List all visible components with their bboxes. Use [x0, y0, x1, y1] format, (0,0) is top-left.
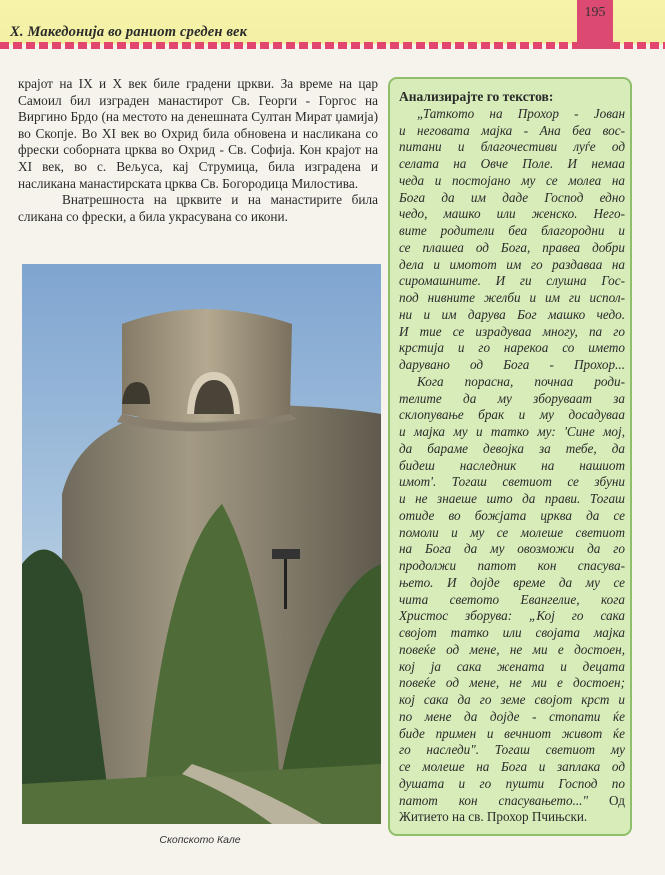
quote-line: отиде во божјата црква да се — [399, 507, 625, 523]
quote-line: помоли и му се молеше светиот — [399, 524, 625, 540]
page-number: 195 — [584, 5, 606, 20]
quote-line: душата и го пушти Господ по — [399, 775, 625, 791]
quote-line: и неговата мајка - Ана беа вос- — [399, 122, 625, 138]
quote-line: да бараме девојка за тебе, да — [399, 440, 625, 456]
quote-line: продолжи патот кон спасува- — [399, 558, 625, 573]
source-prefix: Од — [608, 792, 625, 808]
quote-end: патот кон спасувањето..." — [399, 792, 588, 808]
quote-line: својот татко или својата мајка — [399, 625, 625, 640]
decorative-dash-strip — [0, 42, 665, 49]
quote-line: дела и имотот им го раздаваа на — [399, 256, 625, 272]
quote-line: се молеше на Бога и заплака од — [399, 759, 625, 774]
chapter-title: X. Македонија во раниот среден век — [10, 24, 248, 40]
fortress-illustration — [22, 264, 381, 824]
quote-line: њето. И дојде време да му се — [399, 574, 625, 590]
quote-last-line — [399, 793, 625, 810]
quote-source: Житието на св. Прохор Пчињски. — [399, 809, 588, 825]
quote-line: дарувано од Бога - Прохор... — [399, 357, 625, 372]
quote-line: по мене да дојде - стопати ќе — [399, 708, 625, 724]
quote-line: кој ја сака жената и децата — [399, 658, 625, 674]
quote-line: И тие се израдуваа многу, па го — [399, 323, 625, 339]
quote-line: повеќе од мене, не ми е достоен; — [399, 675, 625, 691]
photo-skopje-fortress — [22, 264, 381, 824]
box-heading: Анализирајте го текстов: — [399, 89, 554, 104]
paragraph: крајот на IX и X век биле градени цркви. За време на цар Самоил бил изграден манастирот Св. Георги - Горгос на Виргино Брдо (на местото на денешната Султан Мират џамија) во Скопје. Во XI век во Охрид била обновена и насликана со фрески соборната црква во Охрид - Св. Софија. Кон крајот на XI век, во с. Вељуса, кај Струмица, била изградена и насликана манастирската црква Св. Богородица Милостива. — [18, 76, 378, 191]
quote-line: кој сака да го земе својот крст и — [399, 692, 625, 707]
photo-caption: Скопското Кале — [159, 834, 241, 846]
quote-line: питани и благочестиви луѓе од — [399, 139, 625, 155]
quote-line: селата на Овче Поле. И немаа — [399, 156, 625, 171]
quote-line: под нивните желби и им ги испол- — [399, 290, 625, 305]
quote-line: биде примен и вечниот живот ќе — [399, 725, 625, 741]
quote-line: имот'. Тогаш светиот се збуни — [399, 474, 625, 490]
quote-line: вите родители беа благородни и — [399, 223, 625, 238]
quote-line: и не знаеше што да прави. Тогаш — [399, 491, 625, 506]
quote-line: повеќе од мене, не ми е достоен, — [399, 641, 625, 657]
quote-line: го наследи". Тогаш светиот му — [399, 742, 625, 758]
quote-text — [399, 106, 625, 793]
quote-line: бидеш наследник на нашиот — [399, 457, 625, 473]
quote-line: и мајка му и татко му: 'Сине мој, — [399, 424, 625, 439]
quote-line: се плашеа од Бога, правеа добри — [399, 239, 625, 255]
quote-line: чита светото Евангелие, кога — [399, 591, 625, 607]
quote-line: Христос зборува: „Кој го сака — [399, 608, 625, 624]
quote-line: сиромашните. И ги слушна Гос- — [399, 273, 625, 289]
quote-line: чеда и постојано му се молеа на — [399, 172, 625, 188]
quote-line: Кога порасна, почнаа роди- — [417, 373, 625, 389]
quote-line: чедо, машко или женско. Него- — [399, 206, 625, 222]
quote-line: крстија и го нарекоа со името — [399, 340, 625, 356]
analysis-box — [388, 77, 632, 836]
street-lamp — [284, 559, 287, 609]
quote-line: склопување брак и му досадуваа — [399, 407, 625, 423]
quote-line: „Таткото на Прохор - Јован — [417, 105, 625, 121]
quote-line: телите да му зборуваат за — [399, 390, 625, 406]
quote-line: Бога да им даде Господ едно — [399, 189, 625, 205]
quote-line: на Бога да му овозможи да го — [399, 541, 625, 557]
paragraph: Внатрешноста на црквите и на манастирите била сликана со фрески, а била украсувана со икони. — [18, 192, 378, 224]
body-text — [18, 76, 378, 225]
quote-line: ни и им дарува Бог машко чедо. — [399, 306, 625, 322]
